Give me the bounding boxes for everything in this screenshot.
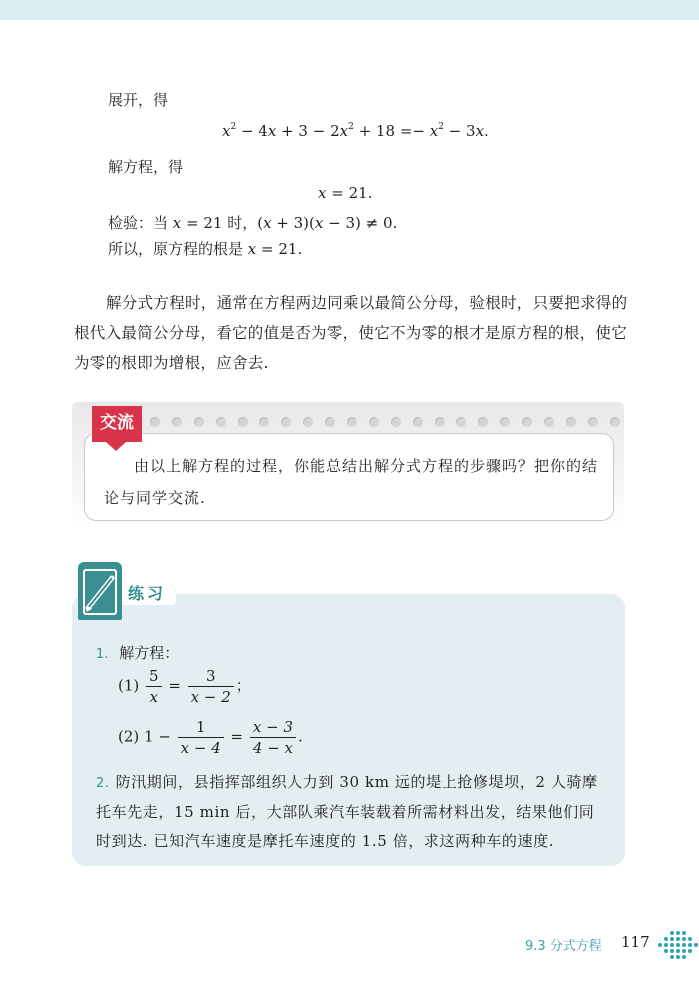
question-2-number: 2. — [96, 776, 110, 791]
solution-equation: x = 21. — [318, 184, 373, 202]
dot-grid-icon — [654, 930, 698, 960]
exercise-title: 练习 — [128, 584, 167, 603]
discussion-text: 由以上解方程的过程，你能总结出解分式方程的步骤吗？把你的结论与同学交流. — [104, 457, 599, 507]
summary-paragraph: 解分式方程时，通常在方程两边同乘以最简公分母，验根时，只要把求得的根代入最简公分母，看它的值是否为零，使它不为零的根才是原方程的根，使它为零的根即为增根，应舍去. — [74, 294, 628, 372]
discussion-tag: 交流 — [92, 406, 142, 442]
question-1-header: 1. 解方程： — [96, 644, 180, 662]
discussion-dot-strip — [150, 417, 620, 429]
conclusion-line: 所以，原方程的根是 x = 21. — [108, 240, 303, 258]
check-line: 检验：当 x = 21 时，(x + 3)(x − 3) ≠ 0. — [108, 214, 398, 232]
question-1-number: 1. — [96, 647, 109, 662]
pencil-notebook-icon — [78, 562, 122, 620]
page-number: 117 — [621, 933, 650, 951]
expand-label: 展开，得 — [108, 91, 169, 109]
expanded-equation: $x^2 - 4x + 3 - 2x^2 + 18 =- x^2 - 3x$. — [222, 122, 489, 140]
question-1-sub-2: (2) 1 − $\frac{1}{x - 4}$ = $\frac{x - 3}{4 - x}$ . — [118, 718, 303, 757]
question-2-text: 防汛期间，县指挥部组织人力到 30 km 远的堤上抢修堤坝，2 人骑摩托车先走，15 min 后，大部队乘汽车装载着所需材料出发，结果他们同时到达. 已知汽车速度是摩托车速度的 1.5 倍，求这两种车的速度. — [96, 773, 598, 850]
question-2 — [96, 768, 606, 856]
question-1-sub-1: (1) $\frac{5}{x}$ = $\frac{3}{x - 2}$ ； — [118, 667, 251, 706]
solve-label: 解方程，得 — [108, 158, 184, 176]
section-footer: 9.3 分式方程 — [525, 939, 602, 954]
top-band — [0, 0, 699, 20]
